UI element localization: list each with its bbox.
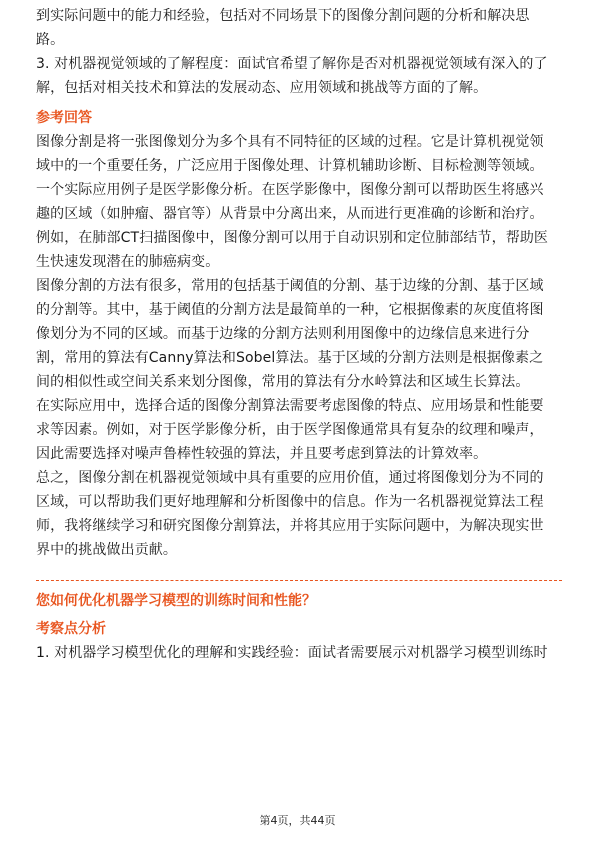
text-line: 例如，在肺部CT扫描图像中，图像分割可以用于自动识别和定位肺部结节，帮助医 xyxy=(36,230,549,246)
text-line: 解，包括对相关技术和算法的发展动态、应用领域和挑战等方面的了解。 xyxy=(36,80,488,96)
page-number-footer: 第4页，共44页 xyxy=(259,814,336,827)
text-line: 3. 对机器视觉领域的了解程度：面试官希望了解你是否对机器视觉领域有深入的了 xyxy=(36,56,548,72)
text-line: 到实际问题中的能力和经验，包括对不同场景下的图像分割问题的分析和解决思 xyxy=(36,8,530,24)
text-line: 割，常用的算法有Canny算法和Sobel算法。基于区域的分割方法则是根据像素之 xyxy=(36,350,544,366)
text-line: 求等因素。例如，对于医学影像分析，由于医学图像通常具有复杂的纹理和噪声， xyxy=(36,422,544,438)
text-line: 的分割等。其中，基于阈值的分割方法是最简单的一种，它根据像素的灰度值将图 xyxy=(36,302,544,318)
text-line: 像划分为不同的区域。而基于边缘的分割方法则利用图像中的边缘信息来进行分 xyxy=(36,326,530,342)
answer-paragraph xyxy=(36,130,562,274)
text-line: 一个实际应用例子是医学影像分析。在医学影像中，图像分割可以帮助医生将感兴 xyxy=(36,182,544,198)
reference-answer-heading: 参考回答 xyxy=(36,110,92,126)
text-line: 1. 对机器学习模型优化的理解和实践经验：面试者需要展示对机器学习模型训练时 xyxy=(36,645,548,661)
text-line: 生快速发现潜在的肺癌病变。 xyxy=(36,254,220,270)
text-line: 间的相似性或空间关系来划分图像，常用的算法有分水岭算法和区域生长算法。 xyxy=(36,374,530,390)
question-title: 您如何优化机器学习模型的训练时间和性能？ xyxy=(36,593,316,609)
analysis-heading: 考察点分析 xyxy=(36,621,106,637)
section-divider xyxy=(36,580,562,581)
text-line: 区域，可以帮助我们更好地理解和分析图像中的信息。作为一名机器视觉算法工程 xyxy=(36,494,544,510)
answer-paragraph xyxy=(36,394,562,466)
text-line: 域中的一个重要任务，广泛应用于图像处理、计算机辅助诊断、目标检测等领域。 xyxy=(36,158,544,174)
page-content xyxy=(36,4,562,665)
text-line: 在实际应用中，选择合适的图像分割算法需要考虑图像的特点、应用场景和性能要 xyxy=(36,398,544,414)
text-line: 因此需要选择对噪声鲁棒性较强的算法，并且要考虑到算法的计算效率。 xyxy=(36,446,488,462)
text-line: 图像分割的方法有很多，常用的包括基于阈值的分割、基于边缘的分割、基于区域 xyxy=(36,278,544,294)
text-line: 师，我将继续学习和研究图像分割算法，并将其应用于实际问题中，为解决现实世 xyxy=(36,518,544,534)
intro-section xyxy=(36,4,562,100)
text-line: 界中的挑战做出贡献。 xyxy=(36,542,177,558)
answer-paragraph xyxy=(36,466,562,562)
text-line: 图像分割是将一张图像划分为多个具有不同特征的区域的过程。它是计算机视觉领 xyxy=(36,134,544,150)
text-line: 总之，图像分割在机器视觉领域中具有重要的应用价值，通过将图像划分为不同的 xyxy=(36,470,544,486)
text-line: 路。 xyxy=(36,32,65,48)
answer-paragraph xyxy=(36,274,562,394)
text-line: 趣的区域（如肿瘤、器官等）从背景中分离出来，从而进行更准确的诊断和治疗。 xyxy=(36,206,544,222)
